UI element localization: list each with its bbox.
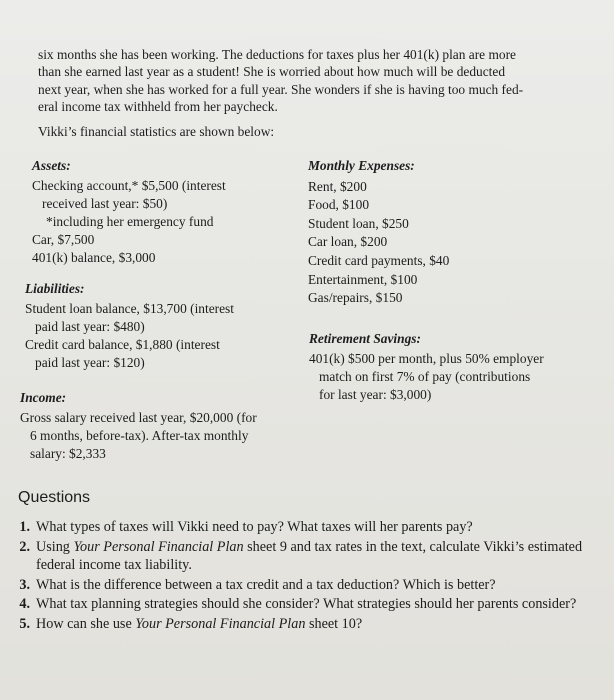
expense-line: Rent, $200 [308, 178, 367, 194]
question-number: 4. [19, 596, 30, 613]
liabilities-heading: Liabilities: [25, 281, 85, 296]
liability-line: Student loan balance, $13,700 (interest [25, 301, 234, 316]
liability-line: paid last year: $480) [35, 319, 145, 334]
intro-line: six months she has been working. The deductions for taxes plus her 401(k) plan are more [38, 47, 516, 62]
questions-heading: Questions [18, 489, 91, 506]
expenses-section [308, 157, 578, 308]
question-item [10, 538, 600, 575]
asset-line: Checking account,* $5,500 (interest [32, 178, 226, 193]
question-item [10, 576, 600, 595]
income-line: Gross salary received last year, $20,000 (for [20, 410, 257, 425]
question-text [36, 538, 600, 575]
income-line: salary: $2,333 [30, 446, 106, 461]
retirement-line: 401(k) $500 per month, plus 50% employer [309, 351, 544, 366]
intro-line: next year, when she has worked for a full year. She wonders if she is having too much fed- [38, 81, 524, 97]
expense-line: Entertainment, $100 [308, 271, 418, 287]
expense-line: Credit card payments, $40 [308, 252, 450, 268]
book-title: Your Personal Financial Plan [73, 538, 244, 555]
expense-line: Student loan, $250 [308, 215, 409, 231]
question-text-part: Using [36, 538, 74, 555]
question-number: 2. [19, 538, 30, 555]
intro-line: than she earned last year as a student! She is worried about how much will be deducted [38, 64, 506, 80]
intro-line: eral income tax withheld from her paycheck. [38, 99, 278, 115]
question-text-part: How can she use [36, 615, 136, 632]
asset-line: Car, $7,500 [32, 232, 95, 247]
question-item [10, 615, 600, 634]
question-number: 1. [19, 519, 30, 535]
question-text [36, 518, 600, 537]
question-text-part: What tax planning strategies should she consider? What strategies should her parents consider? [36, 596, 577, 613]
income-line: 6 months, before-tax). After-tax monthly [30, 428, 249, 443]
questions-list [10, 518, 600, 634]
expense-line: Car loan, $200 [308, 234, 388, 250]
retirement-line: match on first 7% of pay (contributions [319, 369, 531, 384]
income-section [20, 389, 310, 463]
question-number: 3. [19, 576, 30, 593]
intro-paragraph [38, 46, 568, 116]
question-text-part: What types of taxes will Vikki need to pay? What taxes will her parents pay? [36, 519, 473, 535]
retirement-section [309, 330, 589, 404]
liability-line: Credit card balance, $1,880 (interest [25, 337, 220, 352]
liability-line: paid last year: $120) [35, 355, 145, 370]
question-text [36, 595, 600, 614]
book-title: Your Personal Financial Plan [135, 615, 306, 632]
stats-intro: Vikki’s financial statistics are shown below: [38, 124, 275, 139]
liabilities-section [25, 280, 305, 372]
question-item [10, 518, 600, 537]
question-text-part: sheet 10? [305, 615, 363, 632]
asset-line: 401(k) balance, $3,000 [32, 250, 156, 265]
asset-line: received last year: $50) [42, 196, 168, 211]
question-number: 5. [19, 615, 30, 632]
expense-line: Food, $100 [308, 197, 370, 213]
retirement-heading: Retirement Savings: [309, 331, 421, 346]
assets-heading: Assets: [32, 158, 71, 173]
question-text [36, 576, 600, 595]
question-text [36, 615, 600, 634]
question-text-part: What is the difference between a tax credit and a tax deduction? Which is better? [36, 576, 496, 593]
expense-line: Gas/repairs, $150 [308, 290, 403, 306]
income-heading: Income: [20, 390, 67, 405]
question-text-part: sheet 9 and tax rates in the text, calculate Vikki’s estimated federal income tax liability. [36, 538, 583, 574]
asset-line: *including her emergency fund [46, 214, 214, 229]
assets-section [32, 157, 302, 267]
expenses-heading: Monthly Expenses: [308, 158, 415, 173]
question-item [10, 595, 600, 614]
retirement-line: for last year: $3,000) [319, 387, 432, 402]
